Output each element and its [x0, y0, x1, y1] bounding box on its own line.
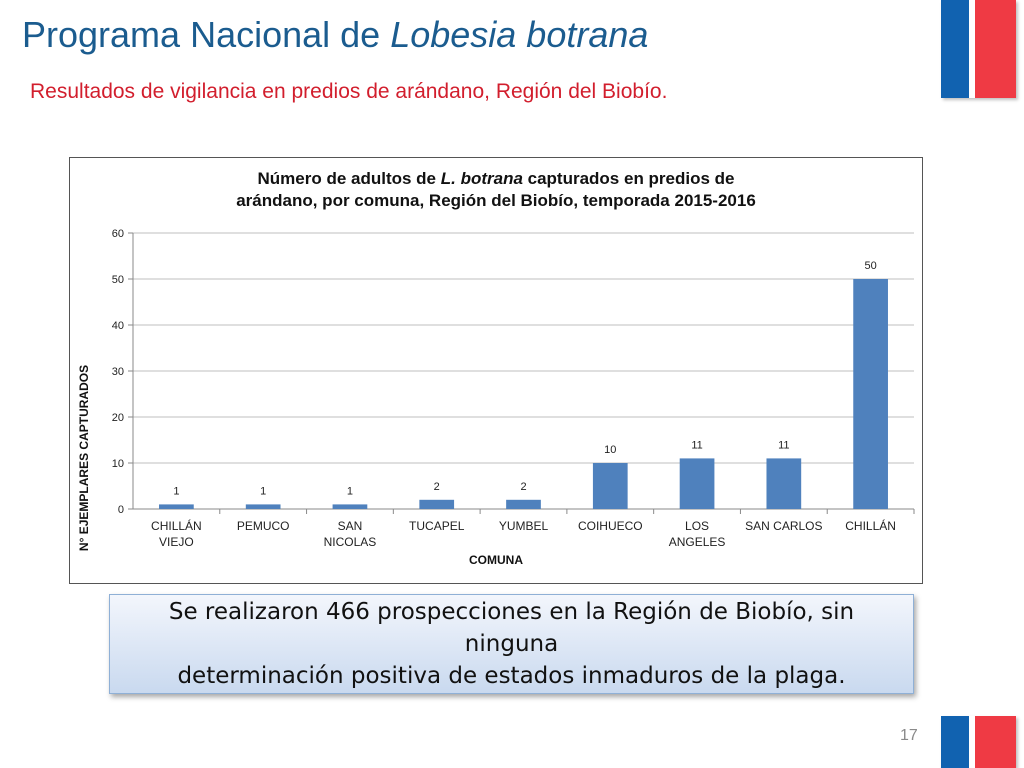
y-tick-label: 60 — [111, 228, 124, 240]
data-label: 1 — [260, 485, 267, 498]
y-axis-label: N° EJEMPLARES CAPTURADOS — [77, 364, 91, 552]
slide-title — [22, 14, 648, 56]
data-label: 11 — [691, 439, 703, 452]
bar — [419, 500, 454, 509]
y-tick-label: 20 — [111, 412, 124, 424]
bar — [766, 458, 801, 509]
bar — [159, 504, 194, 509]
x-tick-label: SAN NICOLAS — [323, 519, 377, 549]
summary-line-1: Se realizaron 466 prospecciones en la Región de Biobío, sin ninguna — [168, 599, 855, 657]
chart-title-species: L. botrana — [440, 169, 523, 188]
data-label: 1 — [346, 485, 354, 498]
page-number: 17 — [900, 727, 918, 744]
data-label: 2 — [520, 480, 527, 493]
chile-flag-logo-bottom — [941, 716, 1016, 768]
data-label: 1 — [173, 485, 180, 498]
bar — [853, 279, 888, 509]
y-tick-label: 0 — [117, 504, 124, 516]
title-prefix: Programa Nacional de — [22, 14, 391, 55]
bar — [680, 458, 715, 509]
summary-text — [130, 596, 893, 692]
y-tick-label: 40 — [111, 320, 124, 332]
x-axis-label: COMUNA — [469, 553, 523, 567]
x-tick-label: CHILLÁN — [845, 519, 896, 533]
chile-flag-logo-top — [941, 0, 1016, 98]
summary-callout — [109, 594, 914, 694]
x-tick-label: TUCAPEL — [409, 519, 465, 533]
bar — [506, 500, 541, 509]
y-tick-label: 10 — [111, 458, 124, 470]
bar-chart — [69, 157, 923, 584]
summary-line-2: determinación positiva de estados inmaduros de la plaga. — [177, 663, 846, 689]
x-tick-label: PEMUCO — [236, 519, 290, 533]
chart-title-pre: Número de adultos de — [257, 169, 441, 188]
x-tick-label: COIHUECO — [577, 519, 643, 533]
slide-subtitle: Resultados de vigilancia en predios de arándano, Región del Biobío. — [30, 80, 668, 103]
x-tick-label: CHILLÁN VIEJO — [151, 519, 202, 549]
x-tick-label: LOS ANGELES — [668, 519, 726, 549]
data-label: 50 — [864, 260, 877, 272]
data-label: 10 — [604, 444, 617, 456]
chart-title-post: capturados en predios de — [522, 169, 735, 188]
chart-title — [70, 168, 922, 212]
x-tick-label: YUMBEL — [498, 519, 549, 533]
chart-title-line2: arándano, por comuna, Región del Biobío, temporada 2015-2016 — [236, 191, 756, 210]
title-species: Lobesia botrana — [390, 14, 649, 55]
chart-plot — [70, 158, 922, 583]
bar — [246, 504, 281, 509]
data-label: 2 — [433, 480, 440, 493]
bar — [593, 463, 628, 509]
x-tick-label: SAN CARLOS — [745, 519, 823, 533]
bar — [333, 504, 368, 509]
y-tick-label: 30 — [111, 366, 124, 378]
data-label: 11 — [778, 439, 790, 452]
y-tick-label: 50 — [111, 274, 124, 286]
